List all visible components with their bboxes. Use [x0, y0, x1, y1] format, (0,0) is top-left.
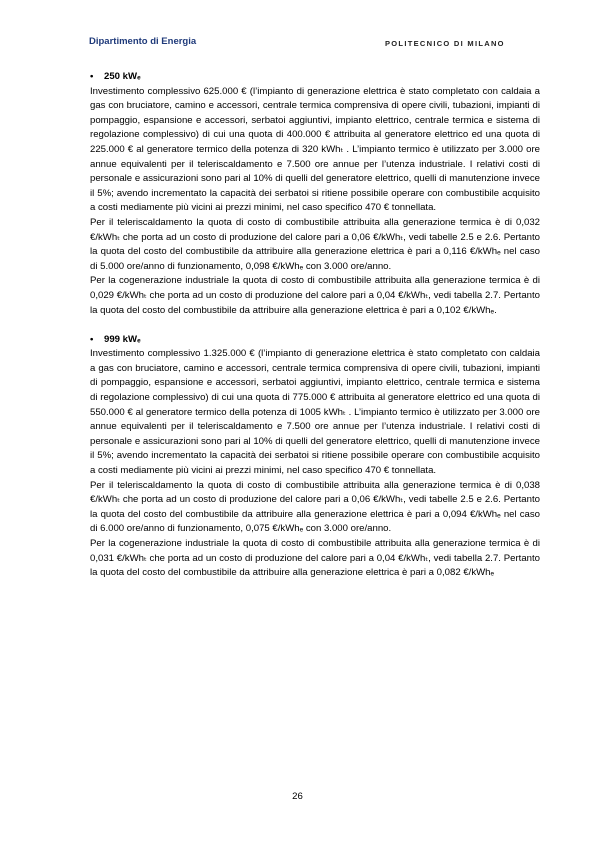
header-department: Dipartimento di Energia [89, 36, 197, 47]
section-heading-text: 250 kWₑ [104, 71, 141, 82]
section-heading [90, 70, 540, 85]
paragraph: Per il teleriscaldamento la quota di costo di combustibile attribuita alla generazione termica è di 0,032 €/kWhₜ che porta ad un costo di produzione del calore pari a 0,06 €/kWhₜ, vedi tabelle 2.5 e 2.6. Pertanto la quota del costo del combustibile da attribuire alla generazione elettrica è pari a 0,116 €/kWhₑ nel caso di 5.000 ore/anno di funzionamento, 0,098 €/kWhₑ con 3.000 ore/anno. [90, 216, 540, 272]
paragraph: Per la cogenerazione industriale la quota di costo di combustibile attribuita alla generazione termica è di 0,029 €/kWhₜ che porta ad un costo di produzione del calore pari a 0,04 €/kWhₜ, vedi tabella 2.7. Pertanto la quota del costo del combustibile da attribuire alla generazione elettrica è pari a 0,102 €/kWhₑ. [90, 275, 540, 316]
section-heading-text: 999 kWₑ [104, 333, 141, 345]
paragraph: Per il teleriscaldamento la quota di costo di combustibile attribuita alla generazione termica è di 0,038 €/kWhₜ che porta ad un costo di produzione del calore pari a 0,06 €/kWhₜ, vedi tabelle 2.5 e 2.6. Pertanto la quota del costo del combustibile da attribuire alla generazione elettrica è pari a 0,094 €/kWhₑ nel caso di 6.000 ore/anno di funzionamento, 0,075 €/kWhₑ con 3.000 ore/anno. [90, 479, 540, 535]
header-university: POLITECNICO DI MILANO [385, 39, 505, 48]
section-heading [90, 333, 540, 348]
document-body [90, 70, 540, 581]
bullet-icon: • [90, 333, 94, 345]
paragraph: Investimento complessivo 1.325.000 € (l’impianto di generazione elettrica è stato completato con caldaia a gas con bruciatore, camino e accessori, centrale termica comprensiva di opere civili, tubazioni, impianti di pompaggio, espansione e accessori, serbatoi aggiuntivi, impianto elettrico, centrale termica e sistema di regolazione complessivo) di cui una quota di 775.000 € attribuita al generatore elettrico ed una quota di 550.000 € al generatore termico della potenza di 1005 kWhₜ . L’impianto termico è utilizzato per 3.000 ore annue equivalenti per il teleriscaldamento e 7.500 ore annue per l’utenza industriale. I relativi costi di personale e assicurazioni sono pari al 10% di quelli del generatore elettrico, quelli di manutenzione invece il 5%; avendo incrementato la capacità dei serbatoi si ritiene possibile operare con combustibile acquisito a costi mediamente più vicini ai prezzi minimi, nel caso specifico 470 € tonnellata. [90, 348, 540, 477]
section-999kw [90, 333, 540, 581]
bullet-icon: • [90, 71, 94, 82]
page-number: 26 [292, 791, 303, 802]
section-250kw [90, 70, 540, 318]
paragraph: Per la cogenerazione industriale la quota di costo di combustibile attribuita alla generazione termica è di 0,031 €/kWhₜ che porta ad un costo di produzione del calore pari a 0,04 €/kWhₜ, vedi tabella 2.7. Pertanto la quota del costo del combustibile da attribuire alla generazione elettrica è pari a 0,082 €/kWhₑ [90, 538, 540, 579]
paragraph: Investimento complessivo 625.000 € (l’impianto di generazione elettrica è stato completato con caldaia a gas con bruciatore, camino e accessori, centrale termica comprensiva di opere civili, tubazioni, impianti di pompaggio, espansione e accessori, serbatoi aggiuntivi, impianto elettrico, centrale termica e sistema di regolazione complessivo) di cui una quota di 400.000 € attribuita al generatore elettrico ed una quota di 225.000 € al generatore termico della potenza di 320 kWhₜ . L’impianto termico è utilizzato per 3.000 ore annue equivalenti per il teleriscaldamento e 7.500 ore annue per l’utenza industriale. I relativi costi di personale e assicurazioni sono pari al 10% di quelli del generatore elettrico, quelli di manutenzione invece il 5%; avendo incrementato la capacità dei serbatoi si ritiene possibile operare con combustibile acquisito a costi mediamente più vicini ai prezzi minimi, nel caso specifico 470 € tonnellata. [90, 85, 540, 214]
